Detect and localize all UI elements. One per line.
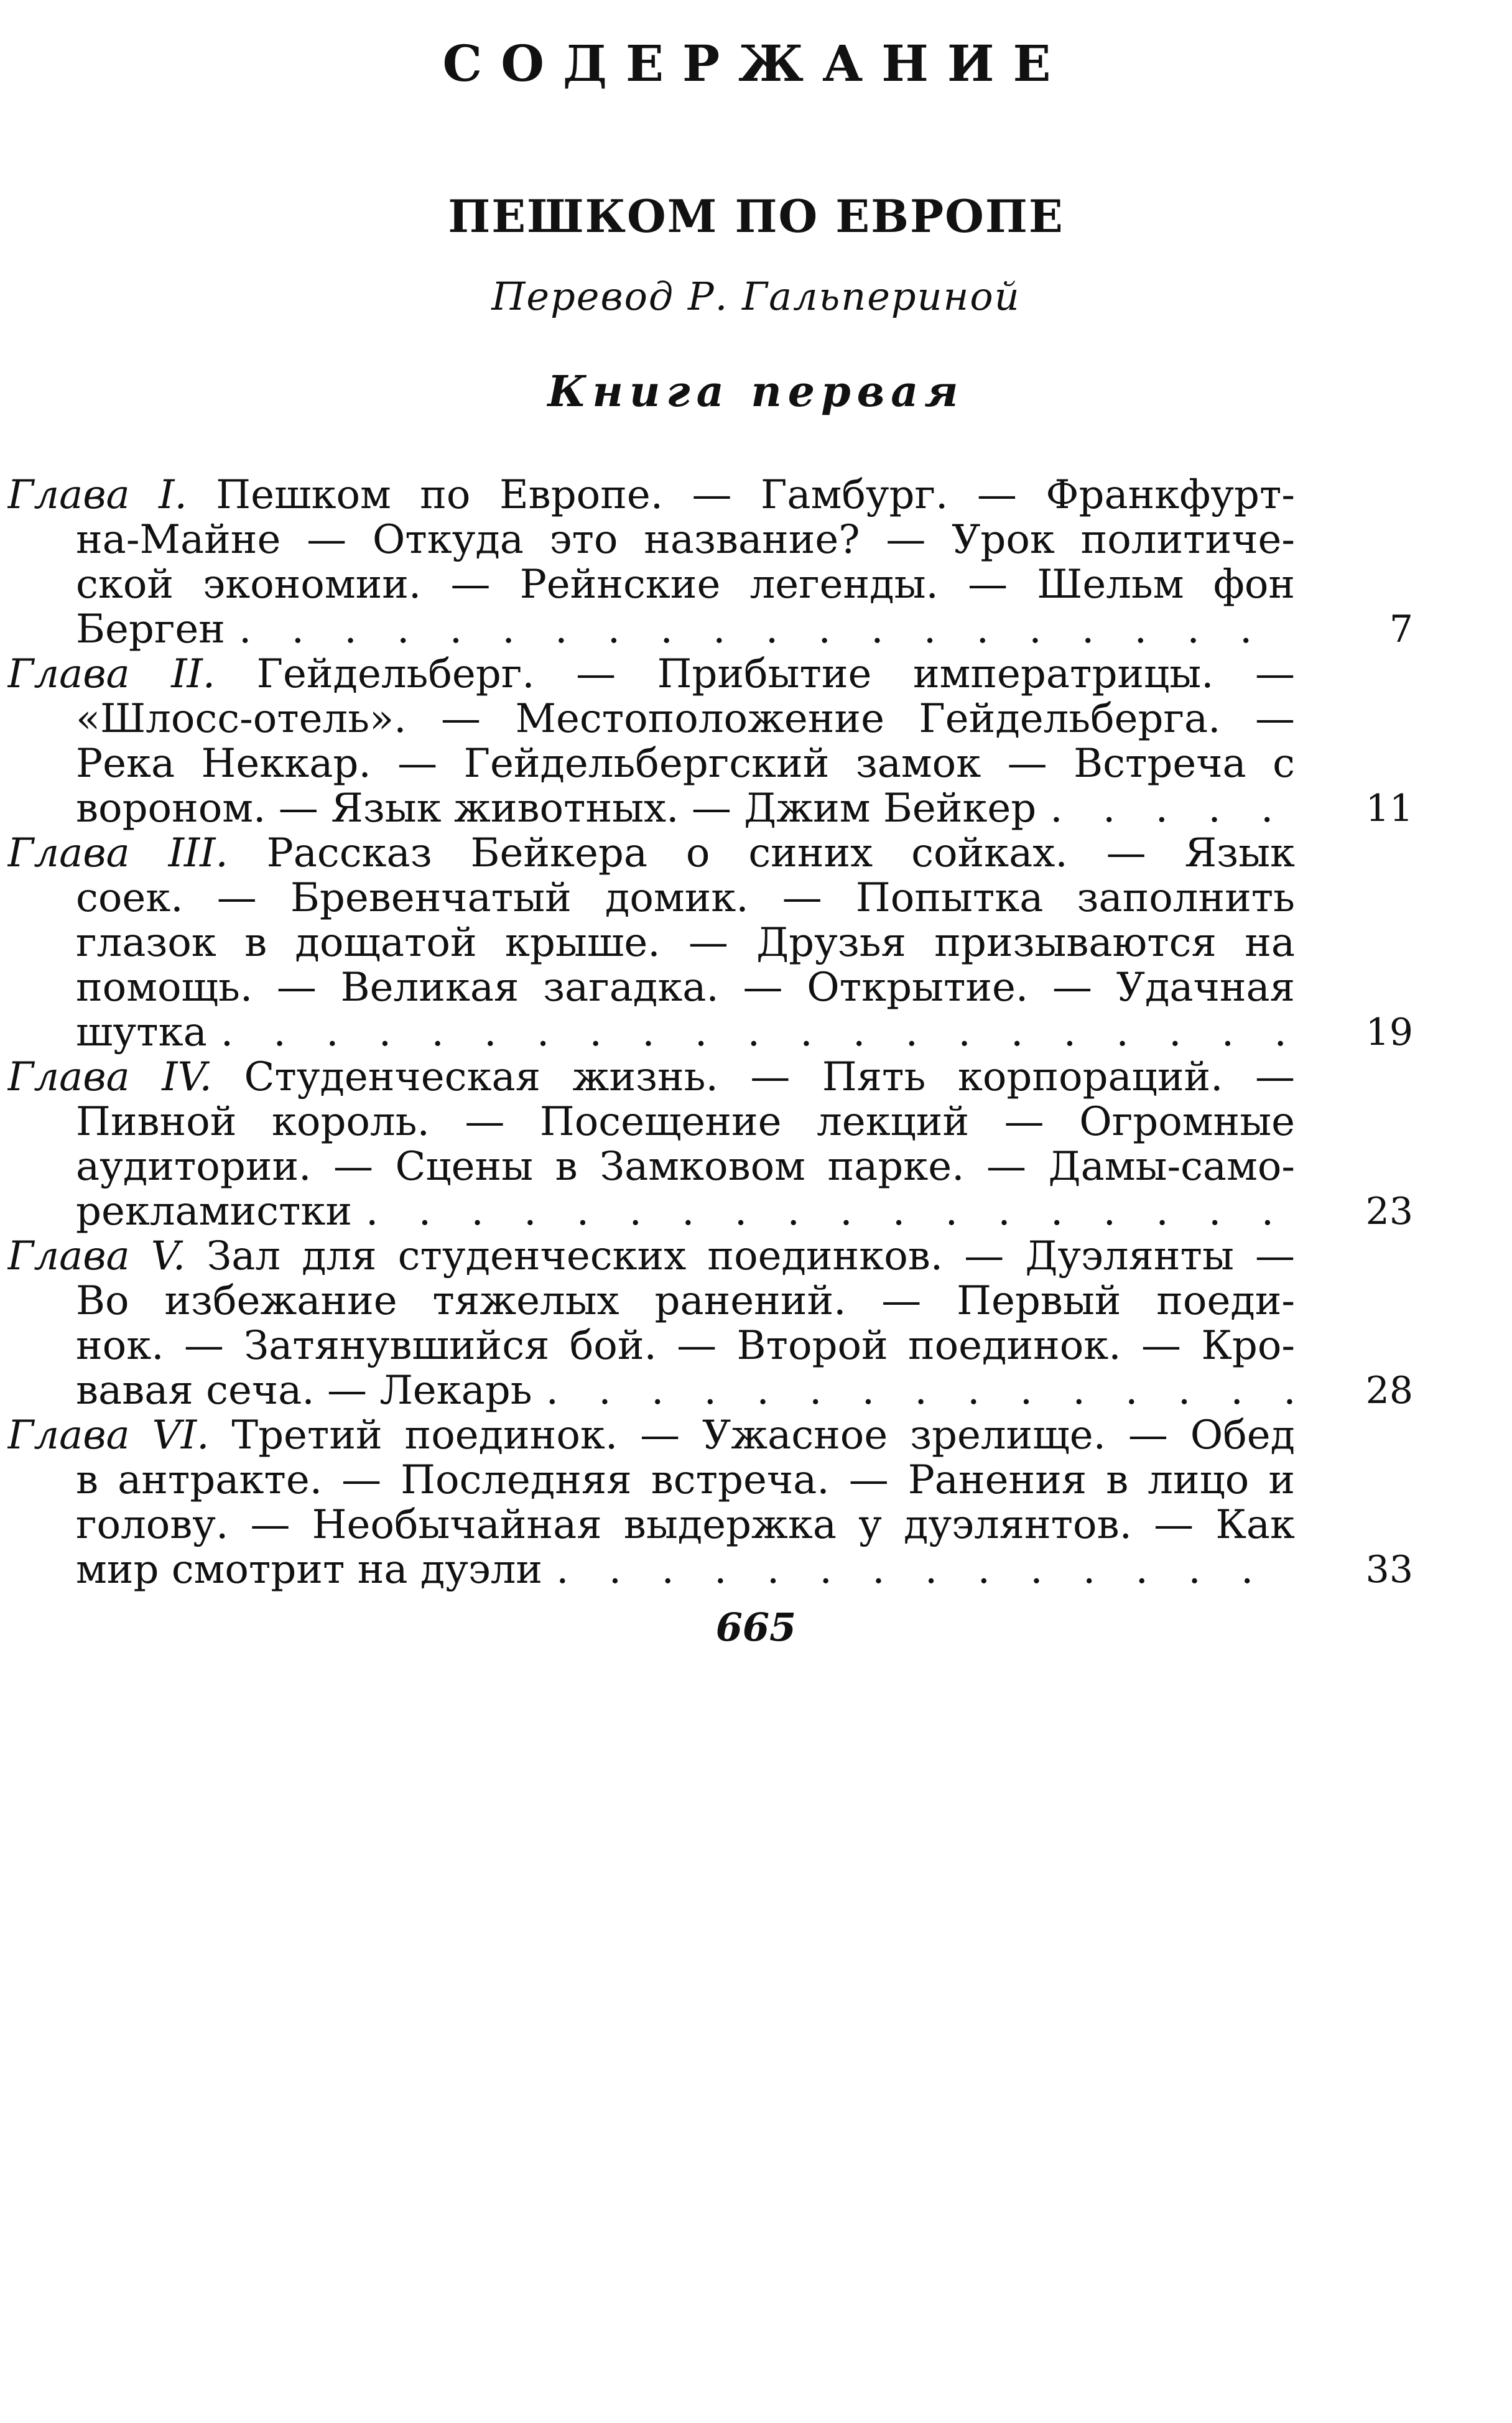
toc-entry-first-line [7,652,1295,697]
chapter-label: Глава V. [7,1234,186,1279]
toc-entry [7,1234,1413,1413]
chapter-summary: Зал для студенческих поединков. — Дуэлянты — [206,1234,1295,1279]
toc-entry-last-line [76,1368,1295,1413]
toc-entry-first-line [7,1413,1295,1458]
page-number: 7 [1389,608,1413,651]
translator-credit: Перевод Р. Гальпериной [491,274,1021,319]
chapter-label: Глава II. [7,652,216,697]
toc-entry-line: Пивной король. — Посещение лекций — Огромные [76,1100,1295,1144]
toc-entry [7,1413,1413,1592]
page-number: 23 [1365,1190,1413,1233]
chapter-summary-end: шутка [76,1010,207,1055]
dot-leader [239,607,1295,652]
chapter-label: Глава IV. [7,1055,212,1100]
dot-leader [546,1368,1295,1413]
toc-entry-line: Река Неккар. — Гейдельбергский замок — Встреча с [76,741,1295,786]
toc-entry-last-line [76,1010,1295,1055]
toc-entry-first-line [7,831,1295,876]
chapter-label: Глава VI. [7,1413,210,1458]
chapter-summary: Третий поединок. — Ужасное зрелище. — Обед [231,1413,1295,1458]
toc-entry [7,473,1413,652]
toc-entry-line: на-Майне — Откуда это название? — Урок политиче- [76,517,1295,562]
page-number: 28 [1365,1369,1413,1412]
toc-entry-line: аудитории. — Сцены в Замковом парке. — Дамы-само- [76,1144,1295,1189]
chapter-summary-end: рекламистки [76,1189,352,1234]
chapter-summary-end: вороном. — Язык животных. — Джим Бейкер [76,786,1037,831]
dot-leader [366,1189,1295,1234]
table-of-contents [7,473,1413,1592]
toc-entry-first-line [7,473,1295,517]
toc-entry-last-line [76,607,1295,652]
page-number: 19 [1365,1011,1413,1054]
chapter-summary: Гейдельберг. — Прибытие императрицы. — [256,652,1295,697]
book-title: ПЕШКОМ ПО ЕВРОПЕ [448,190,1064,243]
dot-leader [556,1547,1295,1592]
folio-page-number: 665 [715,1605,797,1650]
toc-entry-line: соек. — Бревенчатый домик. — Попытка заполнить [76,876,1295,920]
toc-entry-line: помощь. — Великая загадка. — Открытие. — Удачная [76,965,1295,1010]
toc-entry [7,652,1413,831]
chapter-summary-end: вавая сеча. — Лекарь [76,1368,532,1413]
toc-entry-line: ской экономии. — Рейнские легенды. — Шельм фон [76,562,1295,607]
toc-entry [7,831,1413,1055]
chapter-summary: Пешком по Европе. — Гамбург. — Франкфурт- [216,473,1295,517]
toc-entry-line: голову. — Необычайная выдержка у дуэлянтов. — Как [76,1503,1295,1547]
toc-entry-line: глазок в дощатой крыше. — Друзья призываются на [76,920,1295,965]
toc-entry-line: в антракте. — Последняя встреча. — Ранения в лицо и [76,1458,1295,1503]
toc-entry-line: «Шлосс-отель». — Местоположение Гейдельберга. — [76,697,1295,741]
toc-entry-first-line [7,1234,1295,1279]
toc-entry-last-line [76,1189,1295,1234]
chapter-summary-end: мир смотрит на дуэли [76,1547,543,1592]
toc-entry-last-line [76,786,1295,831]
chapter-summary: Студенческая жизнь. — Пять корпораций. — [244,1055,1295,1100]
dot-leader [221,1010,1295,1055]
toc-entry-line: Во избежание тяжелых ранений. — Первый поеди- [76,1279,1295,1323]
toc-entry-first-line [7,1055,1295,1100]
toc-entry-last-line [76,1547,1295,1592]
chapter-summary-end: Берген [76,607,225,652]
toc-entry [7,1055,1413,1234]
chapter-summary: Рассказ Бейкера о синих сойках. — Язык [266,831,1295,876]
chapter-label: Глава I. [7,473,187,517]
page-number: 33 [1365,1548,1413,1591]
toc-entry-line: нок. — Затянувшийся бой. — Второй поединок. — Кро- [76,1323,1295,1368]
contents-title: СОДЕРЖАНИЕ [442,34,1070,93]
part-title: Книга первая [547,367,965,417]
chapter-label: Глава III. [7,831,228,876]
page-number: 11 [1365,787,1413,830]
dot-leader [1050,786,1295,831]
